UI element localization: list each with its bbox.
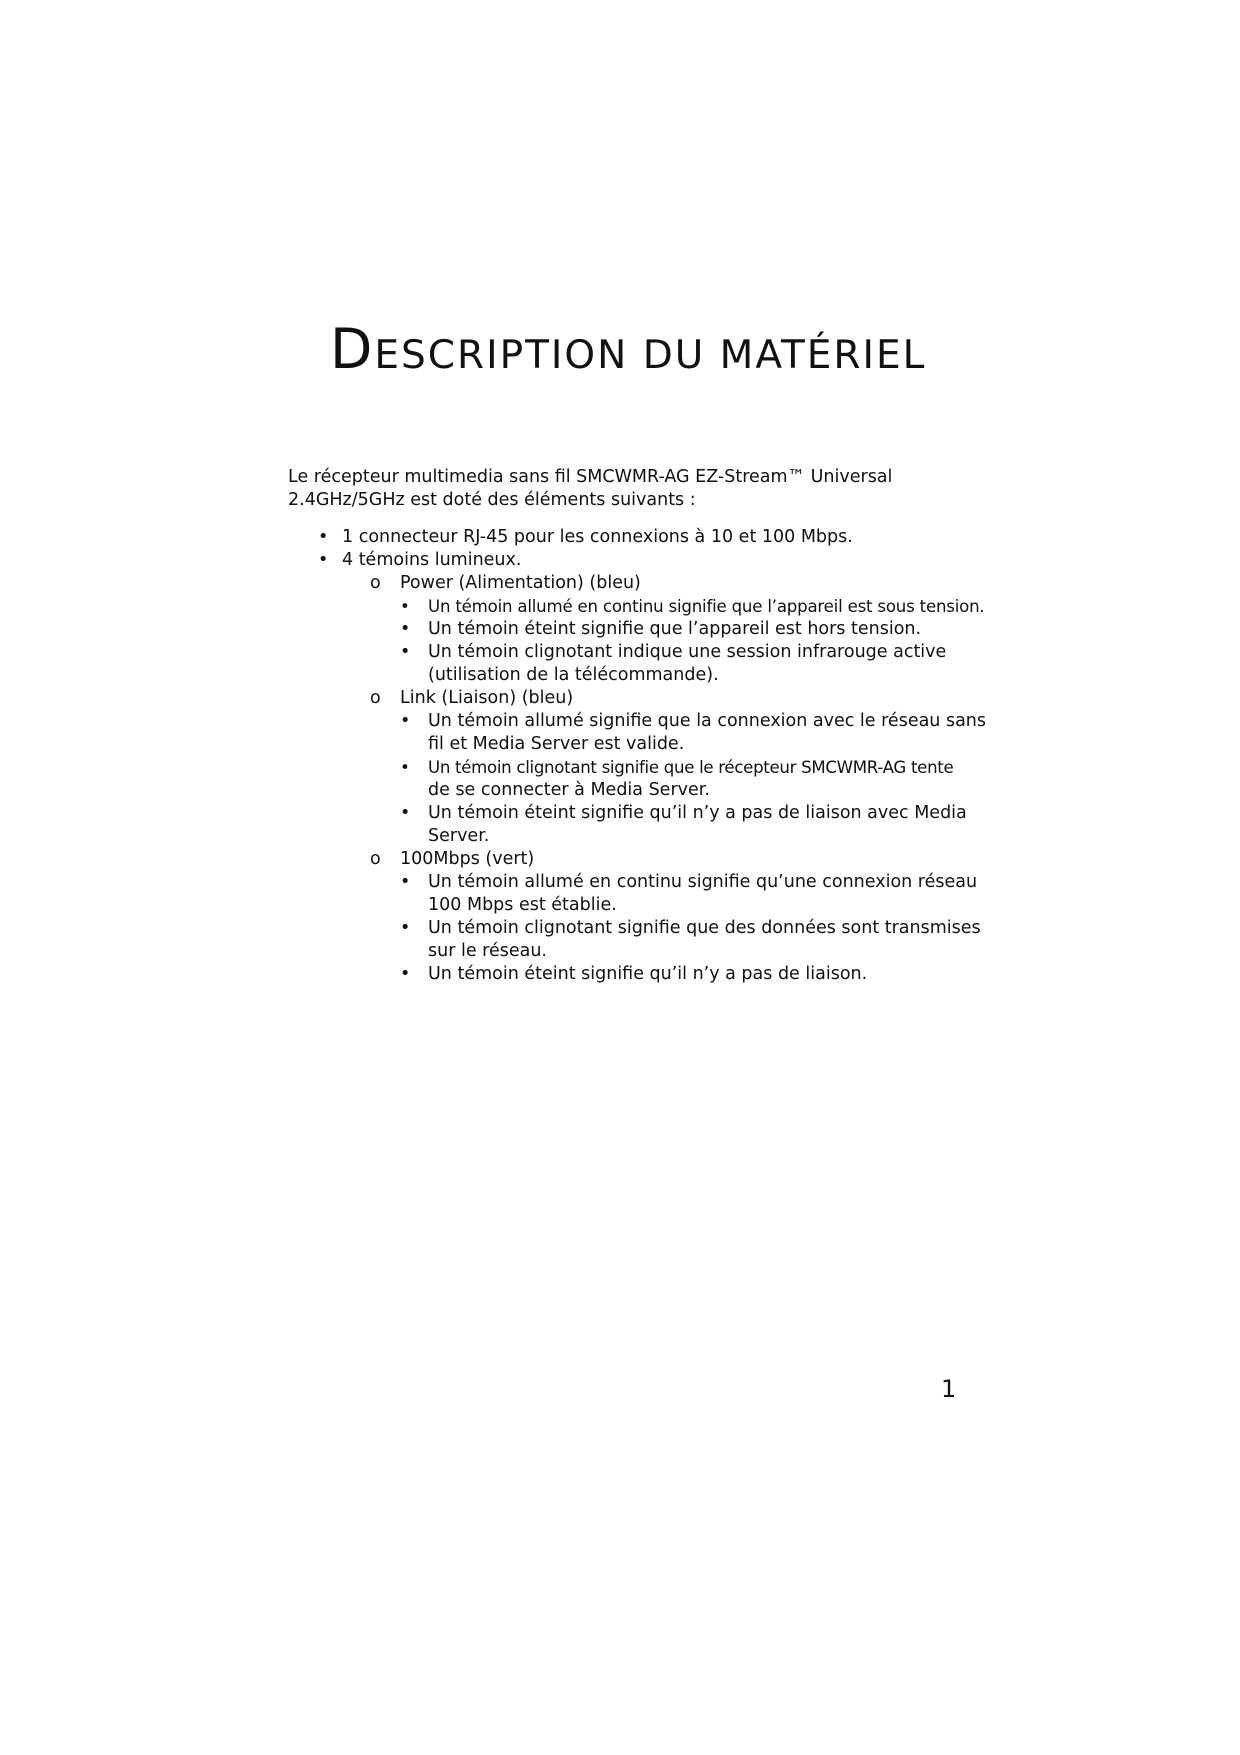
list-item-text: 1 connecteur RJ-45 pour les connexions à 10 et 100 Mbps.: [342, 527, 853, 547]
bullet-marker: •: [400, 918, 411, 938]
bullet-marker: •: [400, 758, 410, 777]
intro-line-2: 2.4GHz/5GHz est doté des éléments suivants :: [288, 490, 696, 510]
bullet-continuation: fil et Media Server est valide.: [428, 734, 685, 754]
bullet-text: Un témoin clignotant signifie que le récepteur SMCWMR-AG tente: [428, 758, 954, 777]
bullet-continuation: de se connecter à Media Server.: [428, 780, 710, 800]
bullet-continuation: sur le réseau.: [428, 941, 547, 961]
bullet-text: Un témoin allumé en continu signifie que l’appareil est sous tension.: [428, 597, 985, 616]
title-rest: ESCRIPTION DU MATÉRIEL: [374, 333, 927, 378]
bullet-marker: •: [318, 550, 329, 570]
sub-item-label: Link (Liaison) (bleu): [400, 688, 574, 708]
bullet-text: Un témoin éteint signifie qu’il n’y a pas de liaison avec Media: [428, 803, 967, 823]
bullet-text: Un témoin clignotant indique une session infrarouge active: [428, 642, 947, 662]
bullet-marker: •: [400, 619, 411, 639]
bullet-text: Un témoin clignotant signifie que des données sont transmises: [428, 918, 981, 938]
intro-line-1: Le récepteur multimedia sans fil SMCWMR-AG EZ-Stream™ Universal: [288, 467, 893, 487]
sub-item-label: 100Mbps (vert): [400, 849, 535, 869]
sub-marker: o: [370, 688, 381, 708]
bullet-continuation: Server.: [428, 826, 490, 846]
title-initial: D: [330, 317, 375, 381]
bullet-text: Un témoin éteint signifie qu’il n’y a pas de liaison.: [428, 964, 868, 984]
list-item-text: 4 témoins lumineux.: [342, 550, 522, 570]
page-title: [330, 317, 927, 381]
page-number: 1: [941, 1375, 957, 1403]
sub-marker: o: [370, 573, 381, 593]
bullet-text: Un témoin éteint signifie que l’appareil est hors tension.: [428, 619, 922, 639]
bullet-marker: •: [400, 711, 411, 731]
bullet-marker: •: [318, 527, 329, 547]
bullet-marker: •: [400, 872, 411, 892]
bullet-marker: •: [400, 642, 411, 662]
sub-item-label: Power (Alimentation) (bleu): [400, 573, 641, 593]
bullet-marker: •: [400, 803, 411, 823]
bullet-text: Un témoin allumé en continu signifie qu’une connexion réseau: [428, 872, 978, 892]
sub-marker: o: [370, 849, 381, 869]
bullet-continuation: 100 Mbps est établie.: [428, 895, 617, 915]
bullet-marker: •: [400, 597, 410, 616]
bullet-marker: •: [400, 964, 411, 984]
intro-paragraph: [288, 466, 928, 512]
bullet-continuation: (utilisation de la télécommande).: [428, 665, 719, 685]
bullet-text: Un témoin allumé signifie que la connexion avec le réseau sans: [428, 711, 987, 731]
